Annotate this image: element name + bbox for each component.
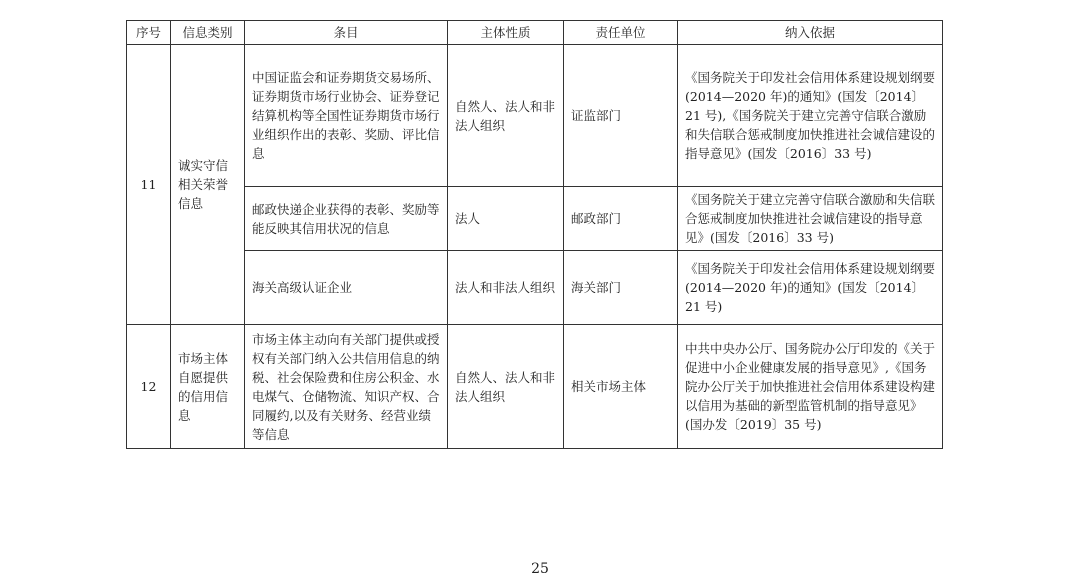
nature-cell: 法人	[448, 187, 564, 251]
nature-cell: 自然人、法人和非法人组织	[448, 45, 564, 187]
table-row	[127, 325, 943, 449]
basis-cell: 中共中央办公厅、国务院办公厅印发的《关于促进中小企业健康发展的指导意见》,《国务院办公厅关于加快推进社会信用体系建设构建以信用为基础的新型监管机制的指导意见》(国办发〔2019〕35 号)	[678, 325, 943, 449]
info-category: 市场主体自愿提供的信用信息	[171, 325, 245, 449]
table-row	[127, 187, 943, 251]
unit-cell: 相关市场主体	[564, 325, 678, 449]
item-cell: 中国证监会和证券期货交易场所、证券期货市场行业协会、证券登记结算机构等全国性证券期货市场行业组织作出的表彰、奖励、评比信息	[245, 45, 448, 187]
table-row	[127, 45, 943, 187]
basis-cell: 《国务院关于印发社会信用体系建设规划纲要(2014—2020 年)的通知》(国发〔2014〕21 号),《国务院关于建立完善守信联合激励和失信联合惩戒制度加快推进社会诚信建设的指导意见》(国发〔2016〕33 号)	[678, 45, 943, 187]
header-row	[127, 21, 943, 45]
item-cell: 邮政快递企业获得的表彰、奖励等能反映其信用状况的信息	[245, 187, 448, 251]
header-num: 序号	[127, 21, 171, 45]
unit-cell: 邮政部门	[564, 187, 678, 251]
item-cell: 海关高级认证企业	[245, 251, 448, 325]
page-number: 25	[531, 561, 549, 577]
header-basis: 纳入依据	[678, 21, 943, 45]
basis-cell: 《国务院关于印发社会信用体系建设规划纲要(2014—2020 年)的通知》(国发〔2014〕21 号)	[678, 251, 943, 325]
basis-cell: 《国务院关于建立完善守信联合激励和失信联合惩戒制度加快推进社会诚信建设的指导意见》(国发〔2016〕33 号)	[678, 187, 943, 251]
header-nature: 主体性质	[448, 21, 564, 45]
row-number: 11	[127, 45, 171, 325]
unit-cell: 海关部门	[564, 251, 678, 325]
info-category: 诚实守信相关荣誉信息	[171, 45, 245, 325]
item-cell: 市场主体主动向有关部门提供或授权有关部门纳入公共信用信息的纳税、社会保险费和住房公积金、水电煤气、仓储物流、知识产权、合同履约,以及有关财务、经营业绩等信息	[245, 325, 448, 449]
header-item: 条目	[245, 21, 448, 45]
nature-cell: 自然人、法人和非法人组织	[448, 325, 564, 449]
catalog-table	[126, 20, 943, 449]
row-number: 12	[127, 325, 171, 449]
table-row	[127, 251, 943, 325]
header-unit: 责任单位	[564, 21, 678, 45]
nature-cell: 法人和非法人组织	[448, 251, 564, 325]
unit-cell: 证监部门	[564, 45, 678, 187]
header-category: 信息类别	[171, 21, 245, 45]
